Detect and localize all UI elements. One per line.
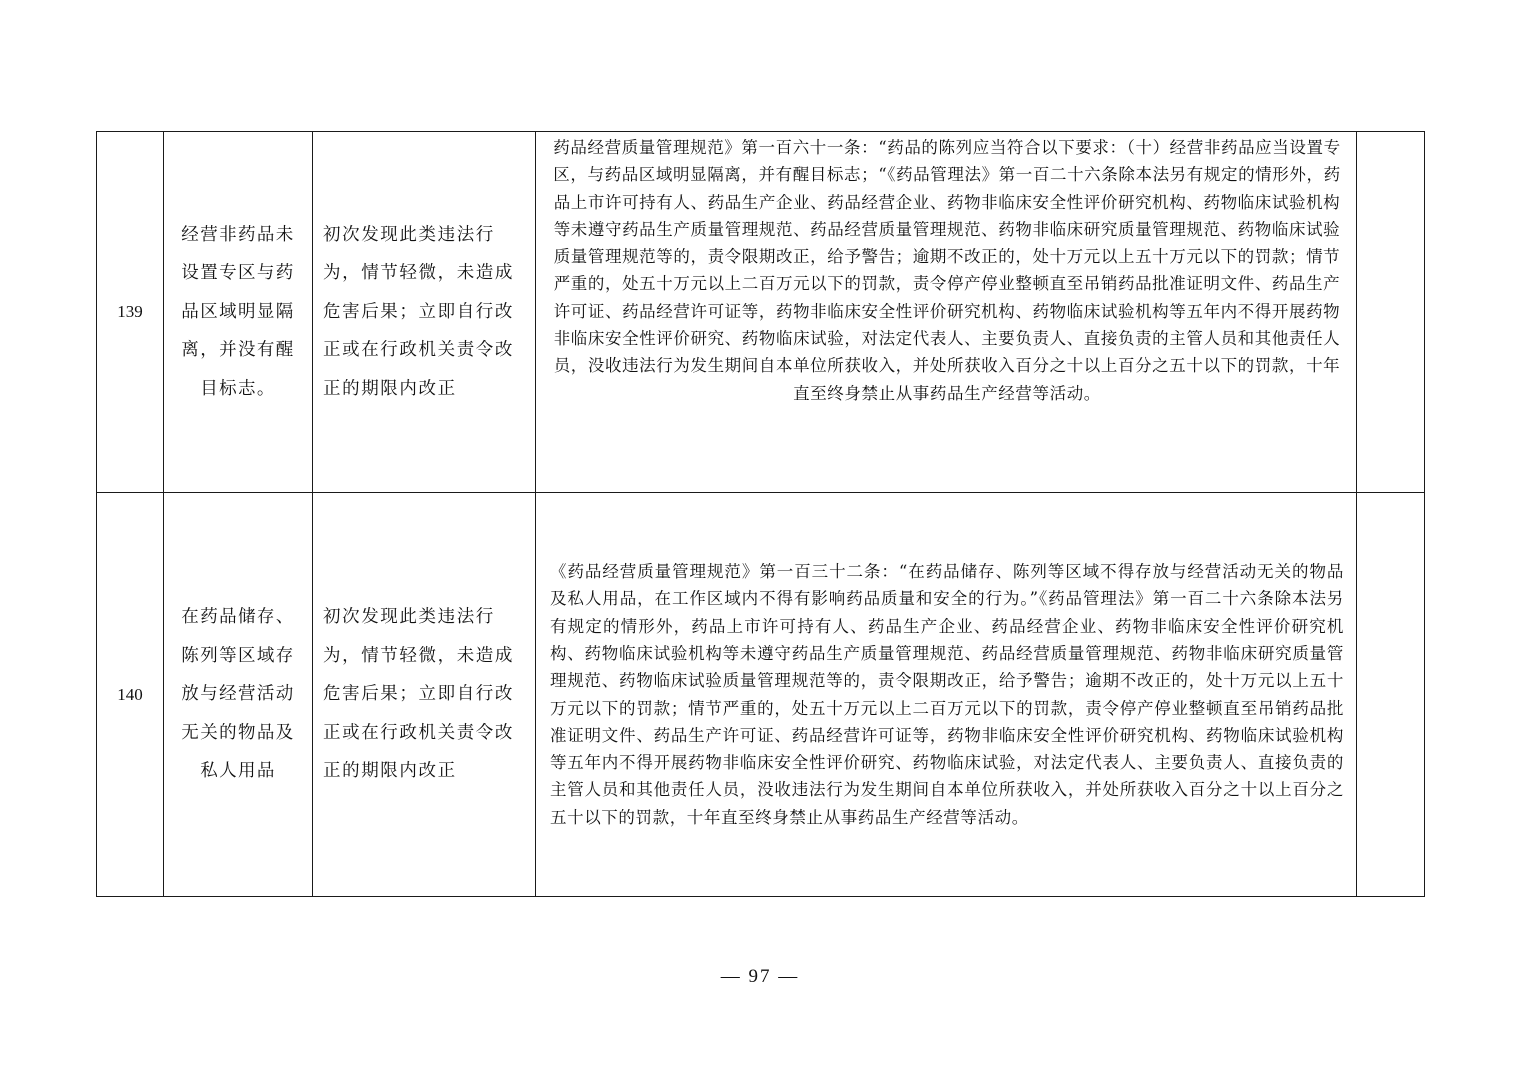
regulation-table: [96, 131, 1425, 897]
violation-item: 经营非药品未设置专区与药品区域明显隔离，并没有醒目标志。: [164, 132, 313, 493]
table-row: [97, 132, 1425, 493]
remark-cell: [1357, 493, 1425, 897]
violation-item: 在药品储存、陈列等区域存放与经营活动无关的物品及私人用品: [164, 493, 313, 897]
row-number: 139: [97, 132, 164, 493]
row-number: 140: [97, 493, 164, 897]
page-number: — 97 —: [720, 966, 800, 987]
remark-cell: [1357, 132, 1425, 493]
legal-basis: 《药品经营质量管理规范》第一百三十二条：“在药品储存、陈列等区域不得存放与经营活动无关的物品及私人用品，在工作区域内不得有影响药品质量和安全的行为。”《药品管理法》第一百二十六条除本法另有规定的情形外，药品上市许可持有人、药品生产企业、药品经营企业、药物非临床安全性评价研究机构、药物临床试验机构等未遵守药品生产质量管理规范、药品经营质量管理规范、药物非临床研究质量管理规范、药物临床试验质量管理规范等的，责令限期改正，给予警告；逾期不改正的，处十万元以上五十万元以下的罚款；情节严重的，处五十万元以上二百万元以下的罚款，责令停产停业整顿直至吊销药品批准证明文件、药品生产许可证、药品经营许可证等，药物非临床安全性评价研究机构、药物临床试验机构等五年内不得开展药物非临床安全性评价研究、药物临床试验，对法定代表人、主要负责人、直接负责的主管人员和其他责任人员，没收违法行为发生期间自本单位所获收入，并处所获收入百分之十以上百分之五十以下的罚款，十年直至终身禁止从事药品生产经营等活动。: [536, 493, 1357, 897]
exemption-condition: 初次发现此类违法行为，情节轻微，未造成危害后果；立即自行改正或在行政机关责令改正的期限内改正: [313, 132, 536, 493]
legal-basis: 药品经营质量管理规范》第一百六十一条：“药品的陈列应当符合以下要求：（十）经营非药品应当设置专区，与药品区域明显隔离，并有醒目标志；“《药品管理法》第一百二十六条除本法另有规定的情形外，药品上市许可持有人、药品生产企业、药品经营企业、药物非临床安全性评价研究机构、药物临床试验机构等未遵守药品生产质量管理规范、药品经营质量管理规范、药物非临床研究质量管理规范、药物临床试验质量管理规范等的，责令限期改正，给予警告；逾期不改正的，处十万元以上五十万元以下的罚款；情节严重的，处五十万元以上二百万元以下的罚款，责令停产停业整顿直至吊销药品批准证明文件、药品生产许可证、药品经营许可证等，药物非临床安全性评价研究机构、药物临床试验机构等五年内不得开展药物非临床安全性评价研究、药物临床试验，对法定代表人、主要负责人、直接负责的主管人员和其他责任人员，没收违法行为发生期间自本单位所获收入，并处所获收入百分之十以上百分之五十以下的罚款，十年直至终身禁止从事药品生产经营等活动。: [536, 132, 1357, 493]
exemption-condition: 初次发现此类违法行为，情节轻微，未造成危害后果；立即自行改正或在行政机关责令改正的期限内改正: [313, 493, 536, 897]
table-row: [97, 493, 1425, 897]
